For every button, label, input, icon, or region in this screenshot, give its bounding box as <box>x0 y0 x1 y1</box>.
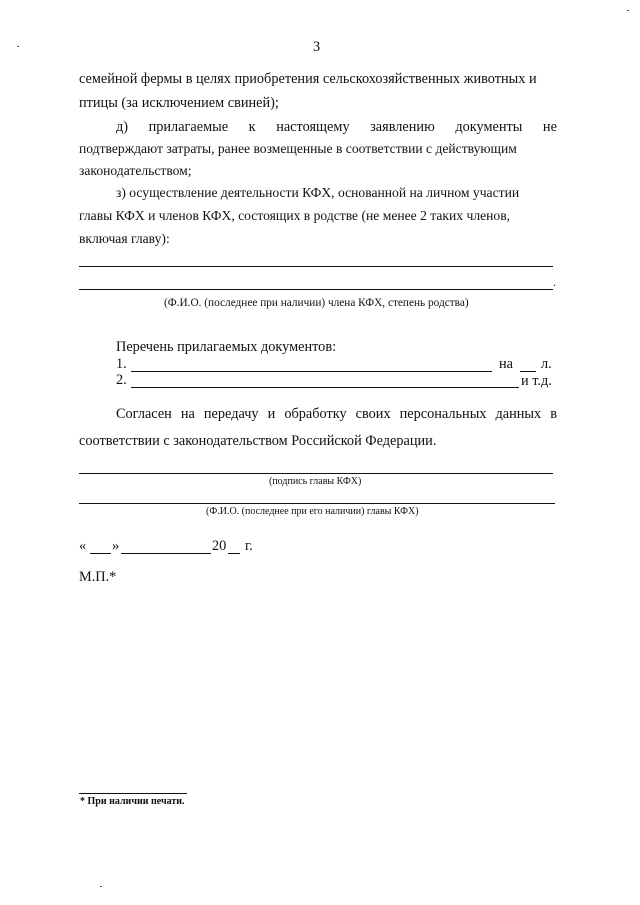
date-year-blank[interactable] <box>228 553 240 554</box>
document-item-number: 1. <box>116 356 127 372</box>
paragraph-text-line: главы КФХ и членов КФХ, состоящих в родстве (не менее 2 таких членов, <box>79 208 511 223</box>
paragraph-text-line: птицы (за исключением свиней); <box>79 95 279 111</box>
word: прилагаемые <box>148 119 229 135</box>
head-name-line[interactable] <box>79 503 555 504</box>
date-year-suffix: г. <box>245 538 253 554</box>
paragraph-text-line: подтверждают затраты, ранее возмещенные в соответствии с действующим <box>79 141 517 156</box>
document-item-na: на <box>499 356 513 372</box>
word: к <box>248 119 256 135</box>
word: в <box>550 406 557 422</box>
word: Согласен <box>116 406 172 422</box>
paragraph-text-line: з) осуществление деятельности КФХ, основанной на личном участии <box>116 185 520 200</box>
page-number: 3 <box>313 39 321 55</box>
document-item-blank[interactable] <box>131 387 519 388</box>
member-blank-line[interactable] <box>79 266 553 267</box>
member-line-end-mark: . <box>553 275 556 289</box>
paragraph-text-line: семейной фермы в целях приобретения сельскохозяйственных животных и <box>79 71 537 87</box>
word: настоящему <box>276 119 350 135</box>
footnote-text: * При наличии печати. <box>80 796 185 807</box>
documents-heading: Перечень прилагаемых документов: <box>116 339 337 355</box>
document-item-suffix: и т.д. <box>521 373 552 389</box>
footnote-separator <box>79 793 187 794</box>
word: передачу <box>203 406 259 422</box>
paragraph-text-line: включая главу): <box>79 231 170 246</box>
scan-speck <box>627 10 629 11</box>
stamp-place: М.П.* <box>79 569 117 585</box>
word: д) <box>116 119 129 135</box>
document-item-blank[interactable] <box>131 371 492 372</box>
consent-text-line: соответствии с законодательством Российской Федерации. <box>79 433 437 449</box>
consent-justified-line <box>116 407 557 421</box>
head-name-caption: (Ф.И.О. (последнее при его наличии) главы КФХ) <box>206 506 419 517</box>
word: персональных <box>399 406 487 422</box>
word: данных <box>495 406 542 422</box>
paragraph-justified-line <box>116 120 557 134</box>
signature-line[interactable] <box>79 473 553 474</box>
word: на <box>180 406 195 422</box>
word: и <box>267 406 276 422</box>
date-close-quote: » <box>112 538 120 554</box>
word: не <box>542 119 557 135</box>
date-open-quote: « <box>79 538 87 554</box>
paragraph-text-line: законодательством; <box>79 163 192 178</box>
signature-caption: (подпись главы КФХ) <box>269 476 362 487</box>
scan-speck <box>17 46 19 47</box>
word: обработку <box>284 406 347 422</box>
scan-speck <box>100 886 102 887</box>
date-month-blank[interactable] <box>121 553 211 554</box>
document-item-number: 2. <box>116 372 127 388</box>
date-day-blank[interactable] <box>90 553 111 554</box>
document-item-suffix: л. <box>541 356 552 372</box>
member-caption: (Ф.И.О. (последнее при наличии) члена КФХ, степень родства) <box>164 297 469 309</box>
document-pages-blank[interactable] <box>520 371 536 372</box>
word: своих <box>355 406 391 422</box>
date-year-prefix: 20 <box>212 538 227 554</box>
word: документы <box>455 119 523 135</box>
word: заявлению <box>370 119 435 135</box>
member-blank-line[interactable] <box>79 289 553 290</box>
